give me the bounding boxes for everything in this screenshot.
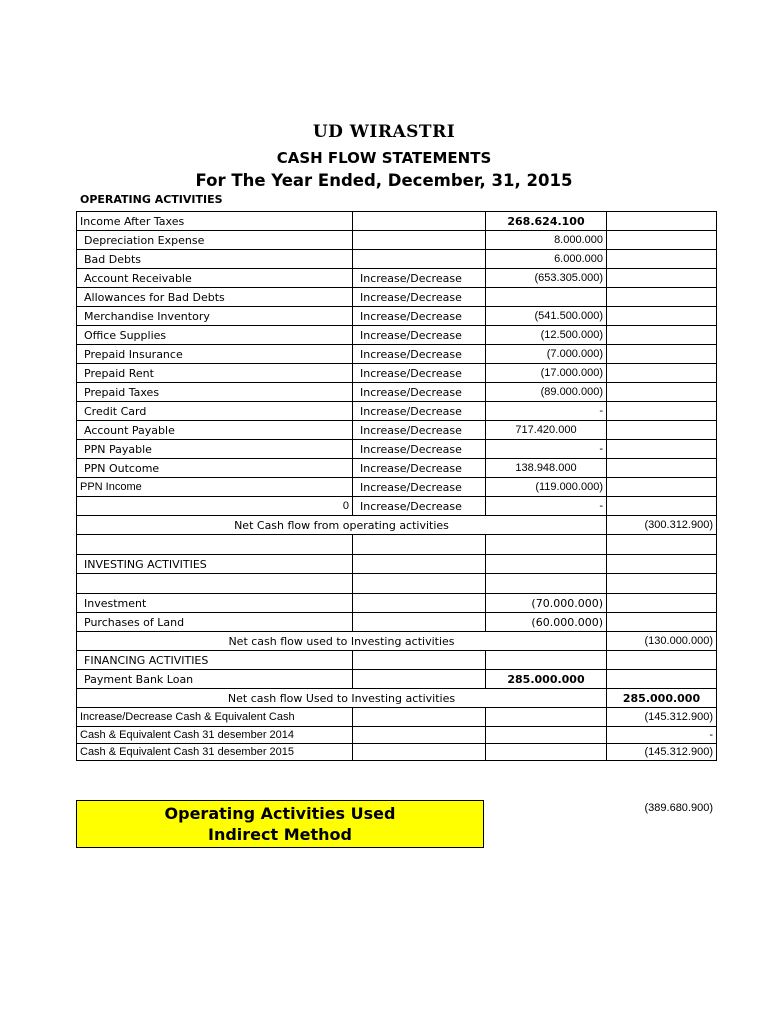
table-row [77,307,717,326]
table-row [77,250,717,269]
table-row [77,421,717,440]
table-row [77,670,717,689]
table-row [77,613,717,632]
row-change [353,250,486,269]
table-row [77,269,717,288]
section-row [77,555,717,574]
table-row [77,402,717,421]
net-investing-amount: (130.000.000) [607,632,717,651]
table-row [77,288,717,307]
row-change: Increase/Decrease [353,478,486,497]
row-label: Merchandise Inventory [77,307,353,326]
summary-row [77,708,717,727]
statement-period: For The Year Ended, December, 31, 2015 [195,171,573,190]
row-label: Investment [77,594,353,613]
row-change: Increase/Decrease [353,345,486,364]
row-label: Prepaid Insurance [77,345,353,364]
net-investing-label: Net cash flow used to Investing activities [77,632,607,651]
table-row [77,364,717,383]
row-label: PPN Payable [77,440,353,459]
row-label: Bad Debts [77,250,353,269]
row-label: Income After Taxes [77,212,353,231]
row-change [353,212,486,231]
row-label: Cash & Equivalent Cash 31 desember 2015 [77,744,353,761]
row-amount: 268.624.100 [486,212,607,231]
row-change: Increase/Decrease [353,383,486,402]
table-row [77,326,717,345]
row-label: Account Payable [77,421,353,440]
row-change: Increase/Decrease [353,326,486,345]
row-change: Increase/Decrease [353,364,486,383]
financing-activities-heading: FINANCING ACTIVITIES [77,651,353,670]
box-line-2: Indirect Method [208,825,352,844]
row-label: PPN Outcome [77,459,353,478]
row-change: Increase/Decrease [353,440,486,459]
row-label: 0 [77,497,353,516]
box-line-1: Operating Activities Used [164,804,396,823]
row-label: Credit Card [77,402,353,421]
table-row [77,231,717,250]
row-amount: - [607,727,717,744]
table-row [77,212,717,231]
net-operating-amount: (300.312.900) [607,516,717,535]
row-amount: (119.000.000) [486,478,607,497]
subtotal-row [77,632,717,651]
table-row [77,440,717,459]
net-financing-amount: 285.000.000 [607,689,717,708]
row-label: Cash & Equivalent Cash 31 desember 2014 [77,727,353,744]
row-change [353,231,486,250]
row-change: Increase/Decrease [353,307,486,326]
section-row [77,651,717,670]
row-amount: (653.305.000) [486,269,607,288]
table-row [77,497,717,516]
summary-row [77,727,717,744]
row-amount: 6.000.000 [486,250,607,269]
row-label: PPN Income [77,478,353,497]
row-amount: (17.000.000) [486,364,607,383]
row-amount: - [486,402,607,421]
row-change: Increase/Decrease [353,421,486,440]
row-amount: (541.500.000) [486,307,607,326]
row-label: Allowances for Bad Debts [77,288,353,307]
row-amount: (145.312.900) [607,744,717,761]
operating-method-value: (389.680.900) [644,802,713,814]
table-row [77,594,717,613]
row-amount: 285.000.000 [486,670,607,689]
table-row [77,459,717,478]
row-label: Account Receivable [77,269,353,288]
subtotal-row [77,516,717,535]
row-label: Payment Bank Loan [77,670,353,689]
row-amount: (70.000.000) [486,594,607,613]
row-change: Increase/Decrease [353,459,486,478]
row-amount: 8.000.000 [486,231,607,250]
table-row [77,345,717,364]
blank-row [77,535,717,555]
row-amount: 138.948.000 [486,459,607,478]
row-change: Increase/Decrease [353,402,486,421]
row-label: Purchases of Land [77,613,353,632]
row-label: Office Supplies [77,326,353,345]
row-amount [486,288,607,307]
net-financing-label: Net cash flow Used to Investing activities [77,689,607,708]
row-amount: 717.420.000 [486,421,607,440]
row-label: Depreciation Expense [77,231,353,250]
row-amount: (60.000.000) [486,613,607,632]
blank-row [77,574,717,594]
row-label: Prepaid Rent [77,364,353,383]
row-label: Prepaid Taxes [77,383,353,402]
row-amount: - [486,440,607,459]
row-amount: (145.312.900) [607,708,717,727]
operating-method-box [76,800,484,848]
subtotal-row [77,689,717,708]
summary-row [77,744,717,761]
row-change: Increase/Decrease [353,288,486,307]
net-operating-label: Net Cash flow from operating activities [77,516,607,535]
row-label: Increase/Decrease Cash & Equivalent Cash [77,708,353,727]
cash-flow-table [76,211,717,761]
row-amount: - [486,497,607,516]
row-amount: (7.000.000) [486,345,607,364]
investing-activities-heading: INVESTING ACTIVITIES [77,555,353,574]
company-name: UD WIRASTRI [312,122,456,142]
row-change: Increase/Decrease [353,269,486,288]
row-change: Increase/Decrease [353,497,486,516]
table-row [77,383,717,402]
row-amount: (89.000.000) [486,383,607,402]
operating-activities-heading: OPERATING ACTIVITIES [80,193,223,206]
table-row [77,478,717,497]
row-amount: (12.500.000) [486,326,607,345]
statement-title: CASH FLOW STATEMENTS [276,149,492,167]
